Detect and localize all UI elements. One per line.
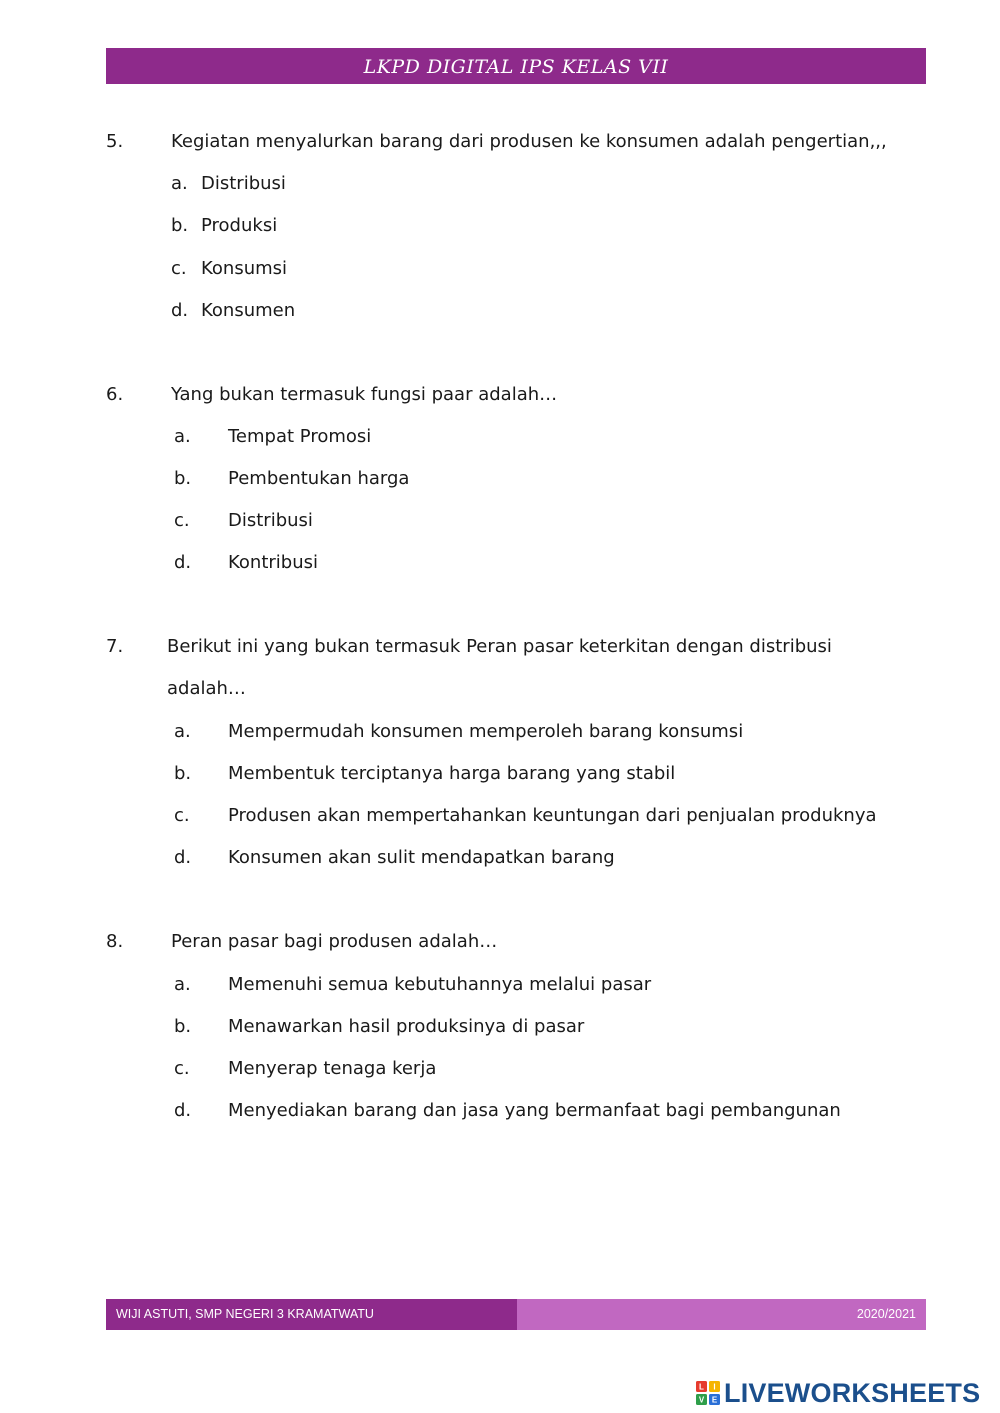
- question-5-option-d: Konsumen: [201, 300, 296, 321]
- question-6-option-b-letter: b.: [174, 468, 192, 489]
- liveworksheets-logo-icon: [696, 1381, 720, 1405]
- question-5-option-b: Produksi: [201, 215, 278, 236]
- question-7-option-b-letter: b.: [174, 763, 192, 784]
- logo-letter-i: I: [713, 1382, 716, 1392]
- question-7-option-c-letter: c.: [174, 805, 190, 826]
- question-6-option-d-letter: d.: [174, 552, 192, 573]
- logo-letter-l: L: [699, 1382, 704, 1392]
- question-7-option-d-letter: d.: [174, 847, 192, 868]
- question-6-text: Yang bukan termasuk fungsi paar adalah…: [171, 384, 558, 405]
- question-5-option-b-letter: b.: [171, 215, 189, 236]
- question-8-text: Peran pasar bagi produsen adalah…: [171, 931, 498, 952]
- footer-year: 2020/2021: [517, 1299, 926, 1330]
- question-5-option-d-letter: d.: [171, 300, 189, 321]
- question-7-option-c: Produsen akan mempertahankan keuntungan dari penjualan produknya: [228, 805, 877, 826]
- question-8-option-c: Menyerap tenaga kerja: [228, 1058, 437, 1079]
- footer-author: WIJI ASTUTI, SMP NEGERI 3 KRAMATWATU: [106, 1299, 517, 1330]
- question-8-option-a: Memenuhi semua kebutuhannya melalui pasar: [228, 974, 652, 995]
- question-6-option-a: Tempat Promosi: [228, 426, 372, 447]
- question-7-option-b: Membentuk terciptanya harga barang yang stabil: [228, 763, 676, 784]
- question-5-number: 5.: [106, 131, 124, 152]
- question-6-option-b: Pembentukan harga: [228, 468, 410, 489]
- question-7-option-a: Mempermudah konsumen memperoleh barang konsumsi: [228, 721, 744, 742]
- question-8-option-a-letter: a.: [174, 974, 191, 995]
- question-8-number: 8.: [106, 931, 124, 952]
- question-6-option-a-letter: a.: [174, 426, 191, 447]
- liveworksheets-wordmark: LIVEWORKSHEETS: [724, 1378, 981, 1408]
- question-6-option-d: Kontribusi: [228, 552, 318, 573]
- question-7-number: 7.: [106, 636, 124, 657]
- logo-letter-e: E: [711, 1395, 718, 1405]
- logo-letter-v: V: [698, 1395, 705, 1405]
- page-header: LKPD DIGITAL IPS KELAS VII: [106, 48, 926, 84]
- question-8-option-b-letter: b.: [174, 1016, 192, 1037]
- question-8-option-d: Menyediakan barang dan jasa yang bermanfaat bagi pembangunan: [228, 1100, 841, 1121]
- question-6-number: 6.: [106, 384, 124, 405]
- question-8-option-c-letter: c.: [174, 1058, 190, 1079]
- question-7-option-a-letter: a.: [174, 721, 191, 742]
- question-6-option-c-letter: c.: [174, 510, 190, 531]
- question-8-option-d-letter: d.: [174, 1100, 192, 1121]
- question-5-option-a: Distribusi: [201, 173, 286, 194]
- question-7-text: Berikut ini yang bukan termasuk Peran pasar keterkitan dengan distribusi adalah…: [167, 636, 832, 699]
- question-6-option-c: Distribusi: [228, 510, 313, 531]
- question-5-option-c-letter: c.: [171, 258, 187, 279]
- question-5-text: Kegiatan menyalurkan barang dari produsen ke konsumen adalah pengertian,,,: [171, 131, 887, 152]
- question-7-option-d: Konsumen akan sulit mendapatkan barang: [228, 847, 615, 868]
- question-8-option-b: Menawarkan hasil produksinya di pasar: [228, 1016, 585, 1037]
- question-5-option-a-letter: a.: [171, 173, 188, 194]
- question-5-option-c: Konsumsi: [201, 258, 288, 279]
